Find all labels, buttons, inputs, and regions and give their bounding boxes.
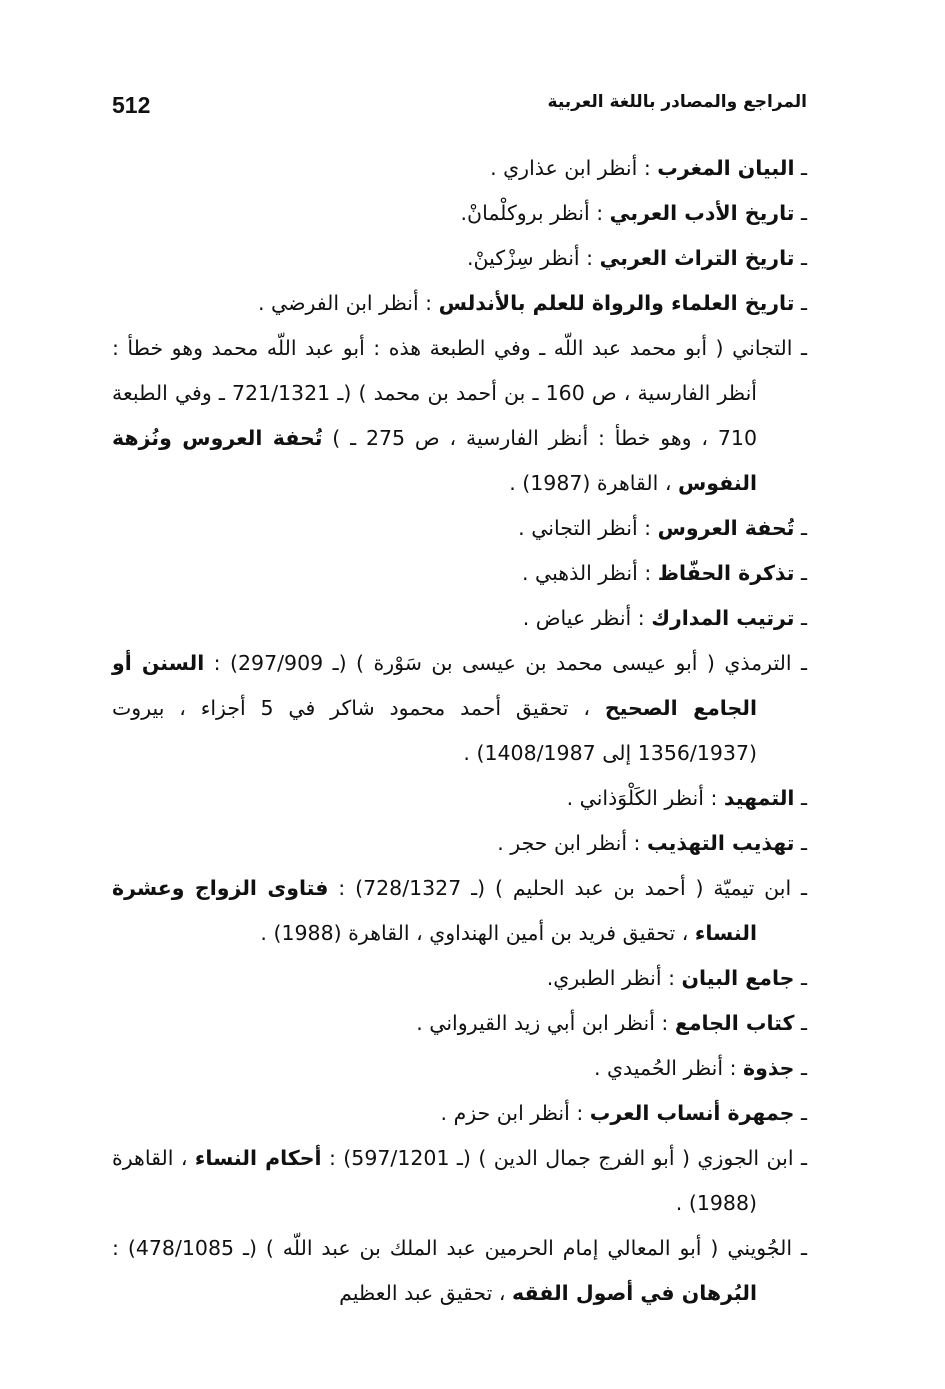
entry-text: ـ xyxy=(794,516,807,540)
entry-title: تهذيب التهذيب xyxy=(646,831,795,855)
entry-text: ـ xyxy=(794,156,807,180)
bibliography-entry xyxy=(112,1001,807,1046)
bibliography-entry xyxy=(112,1226,807,1316)
entry-text: : أنظر ابن حزم . xyxy=(440,1101,590,1125)
entry-text: : أنظر الطبري. xyxy=(546,966,682,990)
entry-title: ترتيب المدارك xyxy=(651,606,795,630)
entry-text: ، تحقيق فريد بن أمين الهنداوي ، القاهرة (1988) . xyxy=(260,921,695,945)
entry-title: أحكام النساء xyxy=(194,1146,322,1170)
entry-title: كتاب الجامع xyxy=(674,1011,795,1035)
entry-text: ـ xyxy=(794,1011,807,1035)
entry-text: : أنظر ابن الفرضي . xyxy=(257,291,439,315)
bibliography-entry xyxy=(112,1136,807,1226)
entry-text: ، القاهرة (1987) . xyxy=(509,471,678,495)
bibliography-entry xyxy=(112,641,807,776)
entry-text: ـ التجاني ( أبو محمد عبد اللّه ـ وفي الطبعة هذه : أبو عبد اللّه محمد وهو خطأ : أنظر الفارسية ، ص 160 ـ بن أحمد بن محمد ) (ـ 721/1321 ـ وفي الطبعة 710 ، وهو خطأ : أنظر الفارسية ، ص 275 ـ ) xyxy=(112,336,807,450)
bibliography-entry xyxy=(112,551,807,596)
entry-title: فتاوى الزواج وعشرة النساء xyxy=(112,876,757,945)
bibliography-entry xyxy=(112,866,807,956)
entry-title: التمهيد xyxy=(723,786,795,810)
entry-title: تُحفة العروس xyxy=(657,516,795,540)
entry-text: ـ xyxy=(794,201,807,225)
bibliography-entry xyxy=(112,326,807,506)
entry-title: البُرهان في أصول الفقه xyxy=(512,1281,757,1305)
bibliography-entry xyxy=(112,281,807,326)
entry-text: ـ xyxy=(794,1101,807,1125)
entry-title: جامع البيان xyxy=(681,966,795,990)
entry-text: ـ xyxy=(794,606,807,630)
entry-text: ـ xyxy=(794,246,807,270)
entry-text: : أنظر سِزْكينْ. xyxy=(467,246,600,270)
entry-title: جذوة xyxy=(743,1056,795,1080)
entry-text: : أنظر الكَلْوَذاني . xyxy=(566,786,724,810)
entry-text: ـ الترمذي ( أبو عيسى محمد بن عيسى بن سَوْرة ) (ـ 297/909) : xyxy=(204,651,808,675)
entry-text: : أنظر ابن حجر . xyxy=(497,831,647,855)
entry-text: : أنظر الحُميدي . xyxy=(593,1056,743,1080)
entry-title: جمهرة أنساب العرب xyxy=(589,1101,795,1125)
entry-title: البيان المغرب xyxy=(657,156,795,180)
entry-title: السنن أو الجامع الصحيح xyxy=(112,651,758,720)
running-title: المراجع والمصادر باللغة العربية xyxy=(547,92,807,112)
bibliography-entry xyxy=(112,821,807,866)
entry-text: ـ ابن الجوزي ( أبو الفرج جمال الدين ) (ـ 597/1201) : xyxy=(321,1146,807,1170)
bibliography-list xyxy=(112,146,807,1316)
bibliography-entry xyxy=(112,236,807,281)
entry-text: : أنظر الذهبي . xyxy=(521,561,658,585)
bibliography-entry xyxy=(112,1091,807,1136)
entry-text: ـ xyxy=(794,966,807,990)
entry-text: : أنظر التجاني . xyxy=(518,516,658,540)
page-header xyxy=(112,86,807,126)
entry-text: ـ ابن تيميّة ( أحمد بن عبد الحليم ) (ـ 728/1327) : xyxy=(328,876,807,900)
entry-text: ، القاهرة (1988) . xyxy=(112,1146,757,1215)
entry-text: : أنظر بروكلْمانْ. xyxy=(460,201,610,225)
bibliography-entry xyxy=(112,506,807,551)
bibliography-entry xyxy=(112,596,807,641)
entry-text: ـ xyxy=(794,291,807,315)
entry-title: تُحفة العروس ونُزهة النفوس xyxy=(112,426,757,495)
bibliography-entry xyxy=(112,776,807,821)
entry-text: ، تحقيق أحمد محمود شاكر في 5 أجزاء ، بيروت (1356/1937 إلى 1408/1987) . xyxy=(112,696,757,765)
bibliography-entry xyxy=(112,1046,807,1091)
entry-text: ـ xyxy=(794,561,807,585)
entry-title: تذكرة الحفّاظ xyxy=(657,561,795,585)
bibliography-entry xyxy=(112,146,807,191)
bibliography-entry xyxy=(112,191,807,236)
entry-text: : أنظر ابن عذاري . xyxy=(490,156,658,180)
entry-text: : أنظر ابن أبي زيد القيرواني . xyxy=(416,1011,675,1035)
entry-text: ـ xyxy=(794,786,807,810)
entry-title: تاريخ العلماء والرواة للعلم بالأندلس xyxy=(438,291,795,315)
entry-text: ـ الجُويني ( أبو المعالي إمام الحرمين عبد الملك بن عبد اللّه ) (ـ 478/1085) : xyxy=(112,1236,807,1260)
entry-title: تاريخ الأدب العربي xyxy=(609,201,795,225)
entry-text: ـ xyxy=(794,831,807,855)
entry-title: تاريخ التراث العربي xyxy=(599,246,795,270)
entry-text: ـ xyxy=(794,1056,807,1080)
page-number: 512 xyxy=(112,92,151,118)
entry-text: ، تحقيق عبد العظيم xyxy=(339,1281,513,1305)
bibliography-entry xyxy=(112,956,807,1001)
entry-text: : أنظر عياض . xyxy=(522,606,652,630)
